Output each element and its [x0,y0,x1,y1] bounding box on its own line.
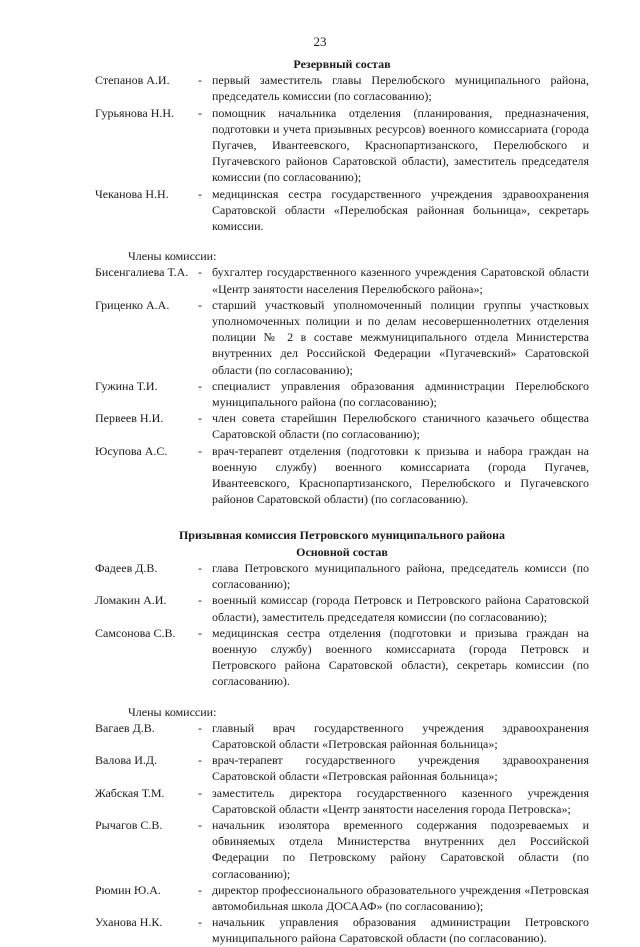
members-label-1: Члены комиссии: [128,249,217,264]
person-role: врач-терапевт отделения (подготовки к призыва и набора граждан на военную службу) военного комиссариата (города Пугачев, Ивантеевского, Краснопартизанского, Перелюбского и Пугачевского районов Саратовской области) (по согласованию). [212,443,589,507]
list-item [95,186,589,235]
list-item [95,914,589,946]
dash: - [198,297,202,312]
commission-heading: Призывная комиссия Петровского муниципального района [178,528,506,543]
dash: - [198,378,202,393]
reserve-list [95,72,589,234]
person-name: Самсонова С.В. [95,625,176,640]
person-name: Степанов А.И. [95,73,170,88]
dash: - [198,105,202,120]
person-name: Рычагов С.В. [95,817,163,832]
person-role: начальник изолятора временного содержания подозреваемых и обвиняемых отдела Министерства внутренних дел Российской Федерации по Петровскому району Саратовской области (по согласованию); [212,817,589,881]
person-role: помощник начальника отделения (планирования, предназначения, подготовки и учета призывных ресурсов) военного комиссариата (города Пугачев, Ивантеевского, Краснопартизанского, Перелюбского и Пугачевского районов Саратовской области), заместитель председателя комиссии (по согласованию); [212,105,589,185]
document-content [95,56,589,947]
person-role: врач-терапевт государственного учреждения здравоохранения Саратовской области «Петровская районная больница»; [212,753,589,784]
dash: - [198,443,202,458]
person-role: медицинская сестра отделения (подготовки и призыва граждан на военную службу) военного комиссариата (города Петровск и Петровского района Саратовской области), секретарь комиссии (по согласованию). [212,625,589,689]
person-role: член совета старейшин Перелюбского станичного казачьего общества Саратовской области (по согласованию); [212,411,589,442]
list-item [95,592,589,624]
dash: - [198,560,202,575]
list-item [95,410,589,442]
dash: - [198,625,202,640]
list-item [95,378,589,410]
person-name: Фадеев Д.В. [95,560,158,575]
person-role: бухгалтер государственного казенного учреждения Саратовской области «Центр занятости населения Перелюбского района»; [212,265,589,296]
list-item [95,752,589,784]
person-name: Гурьянова Н.Н. [95,105,175,120]
dash: - [198,73,202,88]
person-role: старший участковый уполномоченный полиции группы участковых уполномоченных полиции и по делам несовершеннолетних отделения полиции № 2 в составе межмуниципального отдела Министерства внутренних дел Российской Федерации «Пугачевский» Саратовской области (по согласованию); [212,297,589,377]
person-role: глава Петровского муниципального района, председатель комисси (по согласованию); [212,560,589,592]
person-name: Гриценко А.А. [95,297,170,312]
dash: - [198,915,202,930]
dash: - [198,265,202,280]
person-role: директор профессионального образовательного учреждения «Петровская автомобильная школа ДОСААФ» (по согласованию); [212,882,589,913]
dash: - [198,817,202,832]
members-list-2 [95,720,589,947]
dash: - [198,411,202,426]
list-item [95,882,589,914]
dash: - [198,882,202,897]
list-item [95,560,589,592]
dash: - [198,753,202,768]
person-role: медицинская сестра государственного учреждения здравоохранения Саратовской области «Перелюбская районная больница», секретарь комиссии. [212,186,589,234]
person-role: первый заместитель главы Перелюбского муниципального района, председатель комиссии (по согласованию); [212,73,589,104]
dash: - [198,593,202,608]
person-name: Бисенгалиева Т.А. [95,265,189,280]
members-list-1 [95,264,589,507]
list-item [95,443,589,508]
person-role: военный комиссар (города Петровск и Петровского района Саратовской области), заместитель председателя комиссии (по согласованию); [212,593,589,624]
person-name: Вагаев Д.В. [95,720,155,735]
main-list [95,560,589,690]
page-number: 23 [313,34,327,49]
person-name: Валова И.Д. [95,753,158,768]
person-role: начальник управления образования администрации Петровского муниципального района Саратовской области (по согласованию). [212,915,589,946]
person-role: главный врач государственного учреждения здравоохранения Саратовской области «Петровская районная больница»; [212,720,589,751]
dash: - [198,720,202,735]
person-name: Гужина Т.И. [95,378,158,393]
list-item [95,817,589,882]
list-item [95,720,589,752]
person-name: Рюмин Ю.А. [95,882,161,897]
list-item [95,297,589,378]
dash: - [198,785,202,800]
person-role: специалист управления образования администрации Перелюбского муниципального района (по согласованию); [212,378,589,410]
person-name: Чеканова Н.Н. [95,186,169,201]
person-role: заместитель директора государственного казенного учреждения Саратовской области «Центр занятости населения города Петровска»; [212,785,589,816]
person-name: Ломакин А.И. [95,593,167,608]
list-item [95,625,589,690]
main-heading: Основной состав [296,544,388,559]
reserve-heading: Резервный состав [293,57,391,71]
dash: - [198,186,202,201]
list-item [95,105,589,186]
person-name: Первеев Н.И. [95,411,164,426]
members-label-2: Члены комиссии: [128,704,217,719]
person-name: Юсупова А.С. [95,443,168,458]
person-name: Уханова Н.К. [95,915,163,930]
list-item [95,72,589,104]
list-item [95,785,589,817]
person-name: Жабская Т.М. [95,785,165,800]
list-item [95,264,589,296]
